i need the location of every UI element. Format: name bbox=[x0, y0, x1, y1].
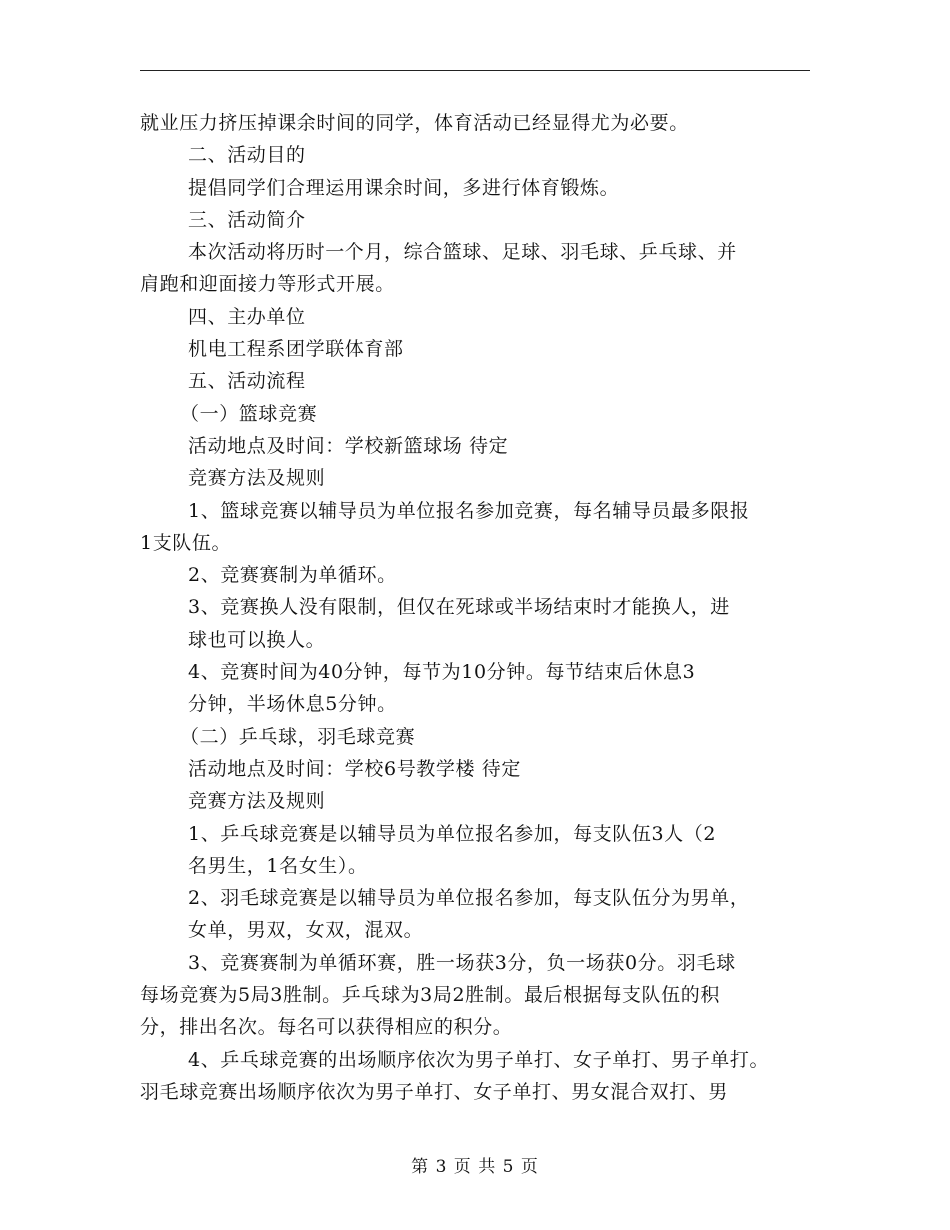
paragraph-line: 活动地点及时间：学校新篮球场 待定 bbox=[188, 434, 509, 457]
section-heading: 四、主办单位 bbox=[188, 305, 306, 328]
paragraph-line: 机电工程系团学联体育部 bbox=[188, 338, 404, 361]
document-body bbox=[140, 107, 830, 1108]
paragraph-line: 竞赛方法及规则 bbox=[188, 790, 326, 813]
header-rule bbox=[140, 70, 810, 71]
rule-item: 2、竞赛赛制为单循环。 bbox=[188, 564, 397, 587]
paragraph-line: 本次活动将历时一个月，综合篮球、足球、羽毛球、乒乓球、并 bbox=[188, 241, 737, 264]
rule-item: 1支队伍。 bbox=[140, 531, 232, 554]
paragraph-line: 就业压力挤压掉课余时间的同学，体育活动已经显得尤为必要。 bbox=[140, 112, 689, 134]
paragraph-line: 活动地点及时间：学校6号教学楼 待定 bbox=[188, 757, 521, 780]
rule-item: 1、篮球竞赛以辅导员为单位报名参加竞赛，每名辅导员最多限报 bbox=[188, 499, 750, 522]
rule-item: 3、竞赛换人没有限制，但仅在死球或半场结束时才能换人，进 bbox=[188, 596, 730, 619]
rule-item: 4、竞赛时间为40分钟，每节为10分钟。每节结束后休息3 bbox=[188, 661, 696, 684]
rule-item: 球也可以换人。 bbox=[188, 628, 326, 651]
rule-item: 女单，男双，女双，混双。 bbox=[188, 919, 424, 942]
section-heading: 五、活动流程 bbox=[188, 370, 306, 393]
subsection-heading: （一）篮球竞赛 bbox=[180, 402, 318, 425]
rule-item: 1、乒乓球竞赛是以辅导员为单位报名参加，每支队伍3人（2 bbox=[188, 822, 717, 845]
paragraph-line: 提倡同学们合理运用课余时间，多进行体育锻炼。 bbox=[188, 176, 620, 199]
subsection-heading: （二）乒乓球，羽毛球竞赛 bbox=[180, 725, 416, 748]
rule-item: 每场竞赛为5局3胜制。乒乓球为3局2胜制。最后根据每支队伍的积 bbox=[140, 984, 720, 1007]
rule-item: 羽毛球竞赛出场顺序依次为男子单打、女子单打、男女混合双打、男 bbox=[140, 1080, 729, 1103]
page-number-footer: 第 3 页 共 5 页 bbox=[411, 1157, 539, 1177]
rule-item: 3、竞赛赛制为单循环赛，胜一场获3分，负一场获0分。羽毛球 bbox=[188, 951, 736, 974]
paragraph-line: 肩跑和迎面接力等形式开展。 bbox=[140, 273, 395, 296]
rule-item: 2、羽毛球竞赛是以辅导员为单位报名参加，每支队伍分为男单， bbox=[188, 887, 750, 910]
paragraph-line: 竞赛方法及规则 bbox=[188, 467, 326, 490]
rule-item: 4、乒乓球竞赛的出场顺序依次为男子单打、女子单打、男子单打。 bbox=[188, 1048, 770, 1071]
rule-item: 分，排出名次。每名可以获得相应的积分。 bbox=[140, 1016, 513, 1039]
rule-item: 分钟，半场休息5分钟。 bbox=[188, 693, 397, 716]
rule-item: 名男生，1名女生）。 bbox=[188, 854, 368, 877]
section-heading: 二、活动目的 bbox=[188, 144, 306, 167]
section-heading: 三、活动简介 bbox=[188, 208, 306, 231]
